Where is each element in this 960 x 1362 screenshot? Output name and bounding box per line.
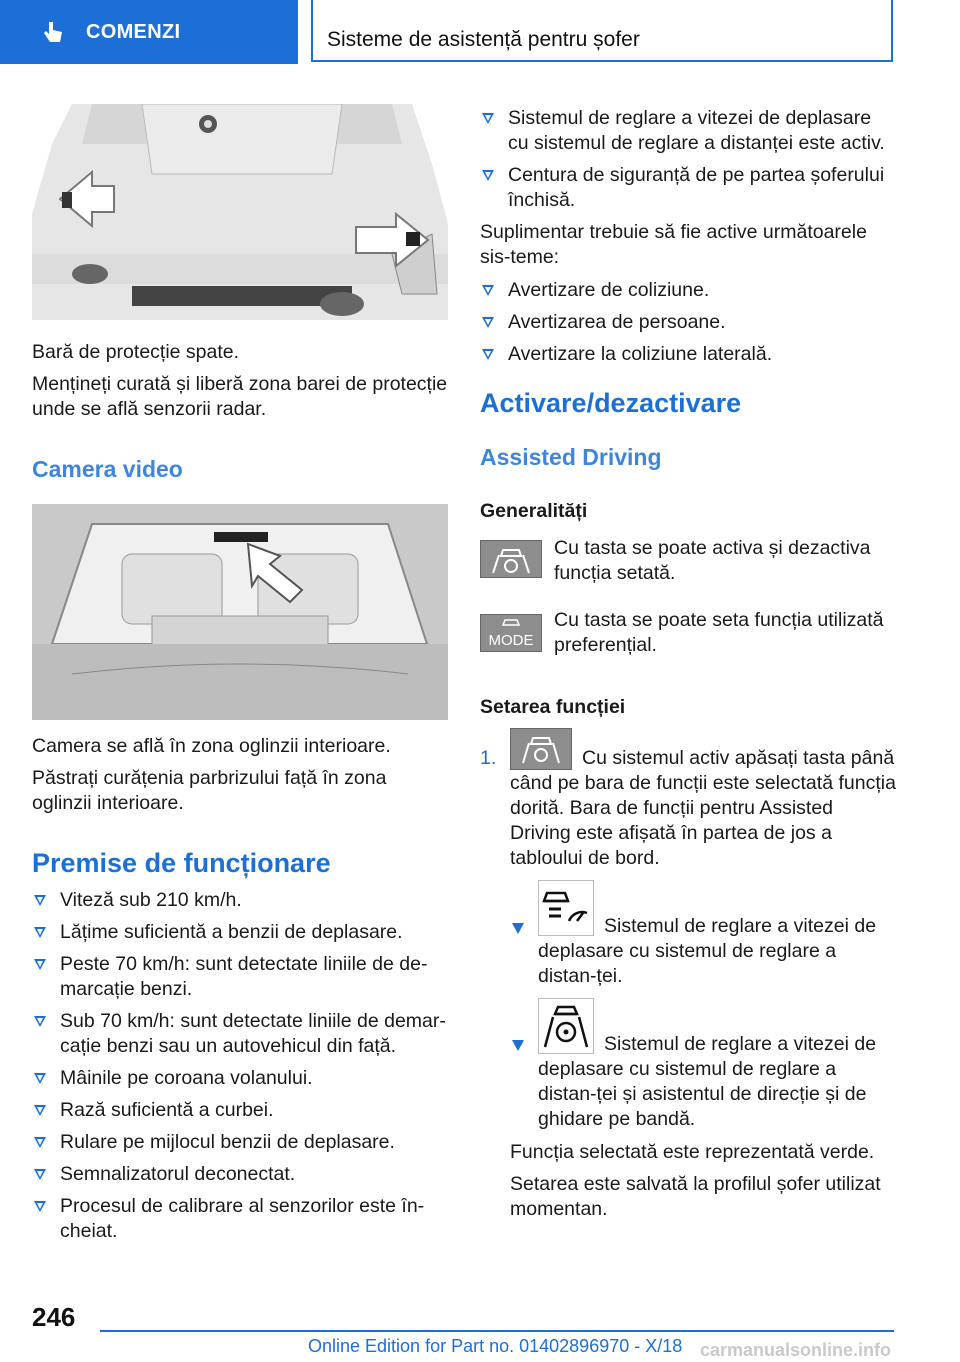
- requirements-list: [480, 106, 896, 213]
- chapter-tab: [0, 0, 298, 64]
- assist-key-figure: [480, 540, 542, 578]
- bullet-triangle-icon: [482, 349, 494, 360]
- list-item: Rază suficientă a curbei.: [32, 1098, 448, 1123]
- camera-illustration: [32, 504, 448, 720]
- bullet-triangle-icon: [482, 170, 494, 181]
- option-steering-text: Sistemul de reglare a vitezei de deplasare cu sistemul de reglare a distan-ței și asistentul de direcție și de ghidare pe bandă.: [538, 1033, 877, 1130]
- step-number: 1.: [480, 747, 497, 769]
- bullet-triangle-icon: [482, 317, 494, 328]
- step-text: Cu sistemul activ apăsați tasta până când pe bara de funcții este selectată funcția dorită. Bara de funcții pentru Assisted Driving este afișată în partea de jos a tabloului de bord.: [510, 747, 896, 869]
- watermark: carmanualsonline.info: [700, 1340, 892, 1360]
- para-selected-green: Funcția selectată este reprezentată verde.: [510, 1141, 875, 1163]
- para-saved-profile: Setarea este salvată la profilul șofer utilizat momentan.: [510, 1173, 881, 1220]
- bullet-triangle-icon: [34, 1201, 46, 1212]
- rear-bumper-figure: [32, 104, 448, 320]
- bullet-triangle-icon: [512, 1040, 524, 1051]
- mode-key-description: Cu tasta se poate seta funcția utilizată preferențial.: [554, 609, 884, 656]
- mode-key-figure: [480, 614, 542, 652]
- list-item: Sistemul de reglare a vitezei de deplasare cu sistemul de reglare a distanței este activ.: [480, 106, 896, 156]
- chapter-title: COMENZI: [86, 21, 181, 43]
- para-bumper: Mențineți curată și liberă zona barei de protecție unde se află senzorii radar.: [32, 373, 448, 420]
- bullet-triangle-icon: [34, 959, 46, 970]
- heading-general: Generalități: [480, 500, 588, 522]
- mode-key-icon: [481, 615, 541, 651]
- section-title: Sisteme de asistență pentru șofer: [327, 28, 640, 51]
- bullet-triangle-icon: [34, 927, 46, 938]
- heading-assisted-driving: Assisted Driving: [480, 444, 662, 470]
- footer-divider: [100, 1330, 894, 1332]
- para-supplementary: Suplimentar trebuie să fie active următoarele sis-teme:: [480, 221, 867, 268]
- rear-bumper-illustration: [32, 104, 448, 320]
- bullet-triangle-icon: [34, 1105, 46, 1116]
- list-item: Avertizarea de persoane.: [480, 310, 896, 335]
- list-item: Viteză sub 210 km/h.: [32, 888, 448, 913]
- section-header: [311, 0, 893, 62]
- bullet-triangle-icon: [482, 113, 494, 124]
- bullet-triangle-icon: [34, 1137, 46, 1148]
- list-item: Semnalizatorul deconectat.: [32, 1162, 448, 1187]
- caption-camera: Camera se află în zona oglinzii interioare.: [32, 735, 391, 757]
- mode-key-label: MODE: [488, 632, 534, 649]
- bullet-triangle-icon: [34, 1169, 46, 1180]
- list-item: Peste 70 km/h: sunt detectate liniile de de-marcație benzi.: [32, 952, 448, 1002]
- heading-activation: Activare/dezactivare: [480, 388, 742, 418]
- list-item: Mâinile pe coroana volanului.: [32, 1066, 448, 1091]
- hand-pointer-icon: [40, 20, 66, 46]
- list-item: Rulare pe mijlocul benzii de deplasare.: [32, 1130, 448, 1155]
- bullet-triangle-icon: [34, 1016, 46, 1027]
- bullet-triangle-icon: [512, 923, 524, 934]
- page-number: 246: [32, 1302, 76, 1332]
- caption-bumper: Bară de protecție spate.: [32, 341, 240, 363]
- footer-edition: Online Edition for Part no. 01402896970 - X/18: [308, 1336, 683, 1356]
- systems-list: [480, 278, 896, 367]
- list-item: Avertizare de coliziune.: [480, 278, 896, 303]
- heading-camera: Camera video: [32, 456, 183, 482]
- list-item: Centura de siguranță de pe partea șoferului închisă.: [480, 163, 896, 213]
- heading-setting: Setarea funcției: [480, 696, 626, 718]
- bullet-triangle-icon: [482, 285, 494, 296]
- list-item: Lățime suficientă a benzii de deplasare.: [32, 920, 448, 945]
- list-item: Avertizare la coliziune laterală.: [480, 342, 896, 367]
- camera-figure: [32, 504, 448, 720]
- premise-list: [32, 888, 448, 1244]
- assist-key-description: Cu tasta se poate activa și dezactiva funcția setată.: [554, 537, 871, 584]
- option-distance-text: Sistemul de reglare a vitezei de deplasare cu sistemul de reglare a distan-ței.: [538, 915, 877, 987]
- bullet-triangle-icon: [34, 895, 46, 906]
- para-camera: Păstrați curățenia parbrizului față în zona oglinzii interioare.: [32, 767, 387, 814]
- list-item: Sub 70 km/h: sunt detectate liniile de demar-cație benzi sau un autovehicul din față.: [32, 1009, 448, 1059]
- list-item: Procesul de calibrare al senzorilor este în-cheiat.: [32, 1194, 448, 1244]
- bullet-triangle-icon: [34, 1073, 46, 1084]
- steering-assist-icon: [481, 541, 541, 577]
- heading-premise: Premise de funcționare: [32, 848, 331, 878]
